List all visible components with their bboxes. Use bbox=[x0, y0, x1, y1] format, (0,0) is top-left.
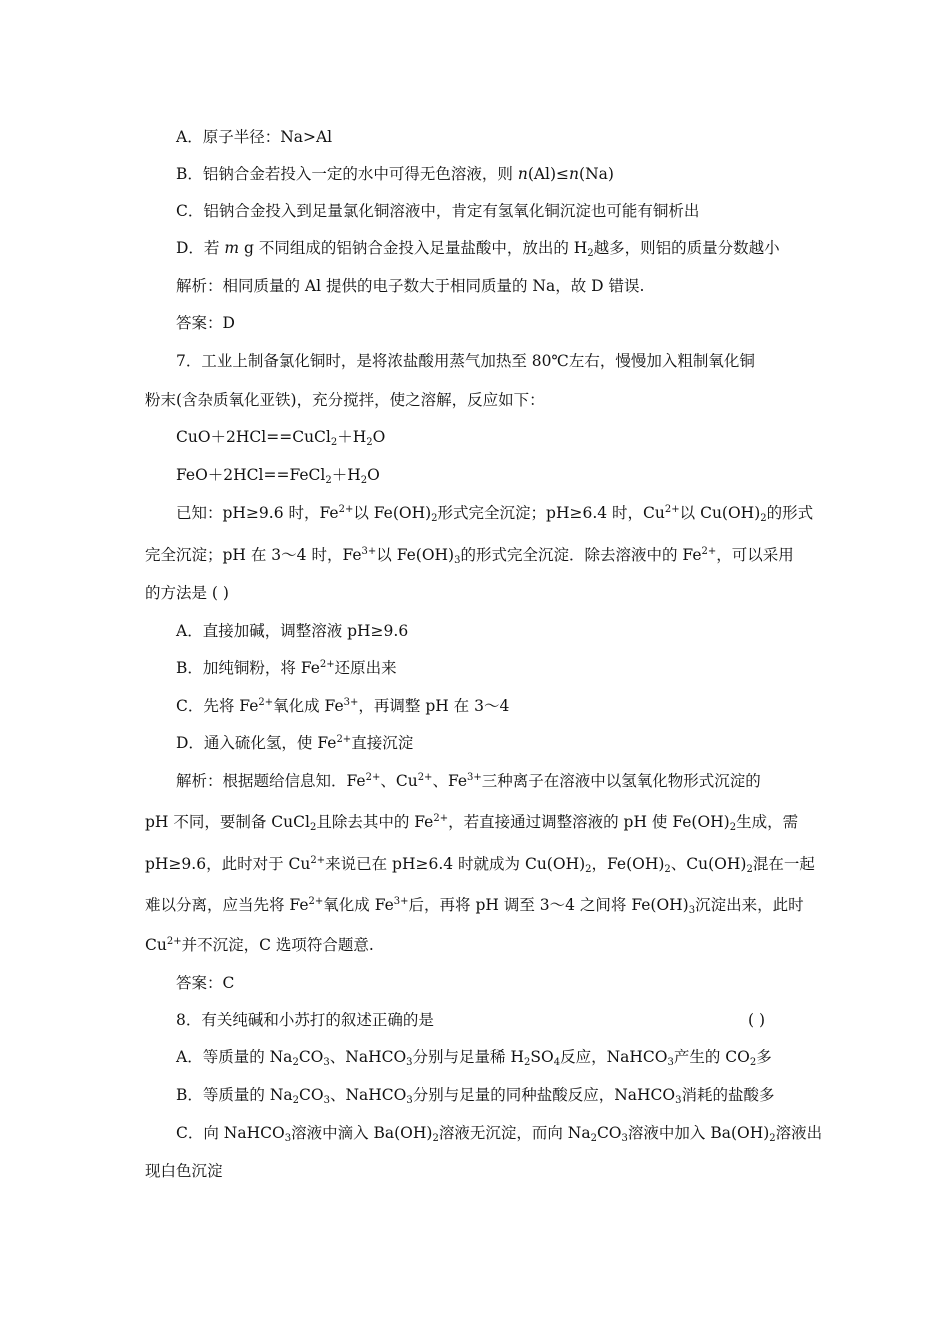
q7-analysis-line3: pH≥9.6，此时对于 $Cu^{2+}$来说已在 pH≥6.4 时就成为 $Cu(OH)_2$，$Fe(OH)_2$、$Cu(OH)_2$混在一起 bbox=[145, 855, 815, 875]
q6-answer: 答案：D bbox=[176, 314, 235, 332]
q7-option-a: A．直接加碱，调整溶液 pH≥9.6 bbox=[176, 622, 409, 640]
q6-option-b: B．铝钠合金若投入一定的水中可得无色溶液，则 n(Al)≤n(Na) bbox=[176, 165, 614, 183]
q8-option-a: A．等质量的 $Na_2CO_3$、NaHCO$_3$分别与足量稀 $H_2SO_4$反应，NaHCO$_3$产生的 $CO_2$多 bbox=[176, 1048, 772, 1068]
q6-option-a: A．原子半径：Na>Al bbox=[176, 128, 333, 146]
q7-known-line3: 的方法是 ( ) bbox=[145, 584, 229, 602]
q8-stem: 8．有关纯碱和小苏打的叙述正确的是 bbox=[176, 1011, 434, 1029]
q7-known-line2: 完全沉淀；pH 在 3～4 时，$Fe^{3+}$以 $Fe(OH)_3$的形式完全沉淀．除去溶液中的 $Fe^{2+}$，可以采用 bbox=[145, 546, 794, 566]
q8-option-c-line1: C．向 NaHCO$_3$溶液中滴入 $Ba(OH)_2$溶液无沉淀，而向 $Na_2CO_3$溶液中加入 $Ba(OH)_2$溶液出 bbox=[176, 1124, 823, 1144]
q7-equation-2: $FeO+2HCl==FeCl_2+H_2O$ bbox=[176, 466, 380, 486]
q7-analysis-line4: 难以分离，应当先将 $Fe^{2+}$氧化成 $Fe^{3+}$后，再将 pH 调至 3～4 之间将 $Fe(OH)_3$沉淀出来，此时 bbox=[145, 896, 804, 916]
q7-option-b: B．加纯铜粉，将 $Fe^{2+}$还原出来 bbox=[176, 659, 397, 677]
q7-option-c: C．先将 $Fe^{2+}$氧化成 $Fe^{3+}$，再调整 pH 在 3～4 bbox=[176, 697, 510, 715]
q7-answer: 答案：C bbox=[176, 974, 235, 992]
q7-known-line1: 已知：pH≥9.6 时，$Fe^{2+}$以 $Fe(OH)_2$形式完全沉淀；pH≥6.4 时，$Cu^{2+}$以 $Cu(OH)_2$的形式 bbox=[176, 504, 814, 524]
q8-option-c-line2: 现白色沉淀 bbox=[145, 1162, 223, 1180]
q7-analysis-line1: 解析：根据题给信息知．$Fe^{2+}$、$Cu^{2+}$、$Fe^{3+}$三种离子在溶液中以氢氧化物形式沉淀的 bbox=[176, 772, 761, 790]
q7-stem-line2: 粉末(含杂质氧化亚铁)，充分搅拌，使之溶解，反应如下： bbox=[145, 391, 545, 409]
q6-option-c: C．铝钠合金投入到足量氯化铜溶液中，肯定有氢氧化铜沉淀也可能有铜析出 bbox=[176, 202, 700, 220]
q6-option-d: D．若 m g 不同组成的铝钠合金投入足量盐酸中，放出的 $H_2$越多，则铝的质量分数越小 bbox=[176, 239, 780, 259]
q7-equation-1: $CuO+2HCl==CuCl_2+H_2O$ bbox=[176, 428, 386, 448]
q8-answer-blank: ( ) bbox=[748, 1011, 766, 1029]
q8-option-b: B．等质量的 $Na_2CO_3$、NaHCO$_3$分别与足量的同种盐酸反应，NaHCO$_3$消耗的盐酸多 bbox=[176, 1086, 775, 1106]
q7-stem-line1: 7．工业上制备氯化铜时，是将浓盐酸用蒸气加热至 80℃左右，慢慢加入粗制氧化铜 bbox=[176, 352, 755, 370]
q7-analysis-line5: $Cu^{2+}$并不沉淀，C 选项符合题意. bbox=[145, 936, 374, 954]
q6-analysis: 解析：相同质量的 Al 提供的电子数大于相同质量的 Na，故 D 错误. bbox=[176, 277, 645, 295]
q7-option-d: D．通入硫化氢，使 $Fe^{2+}$直接沉淀 bbox=[176, 734, 414, 752]
q7-analysis-line2: pH 不同，要制备 CuCl$_2$且除去其中的 $Fe^{2+}$，若直接通过调整溶液的 pH 使 $Fe(OH)_2$生成，需 bbox=[145, 813, 799, 833]
